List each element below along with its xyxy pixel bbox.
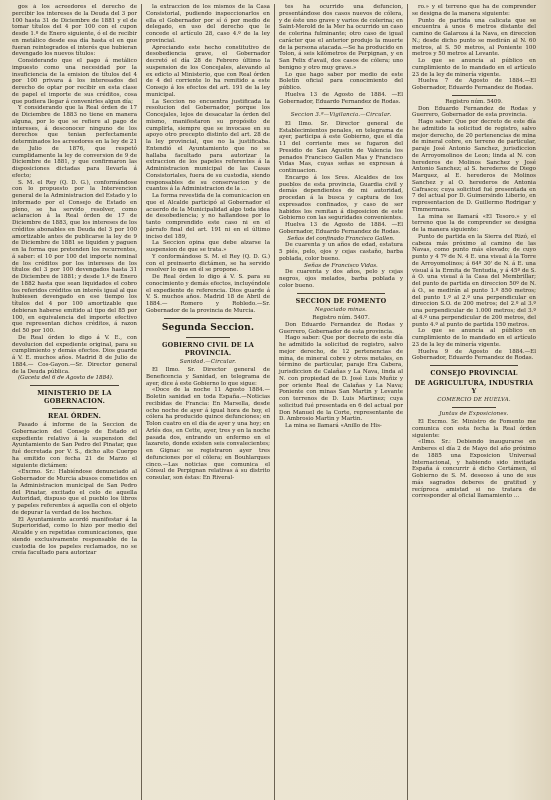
paragraph: la extraccion de los mismos de la Casa Consistorial, pudiendo inspeccionarlos en ella el Gobernador por sí ó por medio de delegado, en uso del derecho que le concede el artículo 28, caso 4.º de la ley provincial. <box>146 4 270 44</box>
section-heading: MINISTERIO DE LA GOBERNACION. <box>37 389 112 405</box>
paragraph: Don Eduardo Fernandez de Rodas y Guerrero, Gobernador de esta provincia. <box>412 105 536 119</box>
section-heading: CONSEJO PROVINCIAL <box>430 369 518 377</box>
paragraph: Huelva 7 de Agosto de 1884.—El Gobernador, Eduardo Fernandez de Rodas. <box>412 78 536 91</box>
divider-rule <box>164 318 252 319</box>
columns-container <box>8 4 547 800</box>
paragraph: El Ilmo. Sr. Director general de Establecimientos penales, en telegrama de ayer, participa á este Gobierno, que el día 11 del corriente mes se fugaron del Presidio de San Agustin de Valencia los penados Francisco Gallen Mas y Francisco Vidas Mas, cuyas señas se expresan á continuacion. <box>279 120 403 174</box>
paragraph: Lo que se anuncia al público en cumplimiento de lo mandado en el artículo 23 de la ley de minería vigente. <box>412 328 536 348</box>
text-column-1 <box>8 4 141 800</box>
section-heading: Seccion 3.ª—Vigilancia.—Circular. <box>290 112 392 119</box>
paragraph: Hago saber: Que por decreto de este día he admitido la solicitud de registro, salvo mejor derecho, de 20 pertenencias de mina de mineral cobre, en terreno de particular, paraje José Antonio Sanchez, jurisdiccion de Arroyomolinos de Leon; linda al N. con herederos de Molinos Sanchez y José Antonio Sanchez; al S. herederos de Diego Marquez, al E. herederos de Molinos Sanchez y al O. herederos de Antonia Cafrasco; cuya solicitud fué presentada en 7 del actual por D. Guimersindo Liberio, en representacion de D. Guillermo Rodrigar y Timmermans. <box>412 119 536 213</box>
paragraph: Considerando que el pago á metálico impuesto como una necesidad por la insuficiencia de la emision de títulos del 4 por 100 privara á los interesados del derecho de optar por recibir en esta clase de papel el importe de sus créditos, cosa que pudiera llegar á convenirles algun día; <box>12 58 137 105</box>
paragraph: La mina se llamará «Anillo de His- <box>285 423 382 429</box>
paragraph: Hago saber: Que por decreto de este día he admitido la solicitud de registro, salvo mejor derecho, de 12 pertenencias de mina, de mineral cobre y otros metales, en término de particular, paraje Era Cabera, jurisdiccion de Calañas y La Nava, linda al N. con propiedad de D. José Luis Muñiz y por oriente Real de Calañas y La Nava; Poniente con minas San Martin y Levante con terrenos de D. Luis Martinez; cuya solicitud fué presentada en 6 del actual por Don Manuel de la Corte, representante de D. Ambrosio Martin y Martin. <box>279 335 403 423</box>
section-heading: DE AGRICULTURA, INDUSTRIA Y <box>414 379 534 395</box>
paragraph: Señas de Francisco Vidas. <box>304 262 378 269</box>
paragraph: Apreciando este hecho constitutivo de desobediencia grave, el Gobernador decretó el día 28 de Febrero último la suspension de los Concejales, alevando al ex edicto al Ministerio, que con Real órden de 4 del corriente lo ha remitido a este Consejo á los efectos del art. 191 de la ley municipal. <box>146 44 270 98</box>
section-heading: GOBIERNO CIVIL DE LA PROVINCIA. <box>161 340 255 357</box>
text-column-3 <box>274 4 407 800</box>
paragraph: (Gaceta del 6 de Agosto de 1884). <box>18 375 114 382</box>
divider-rule <box>186 337 230 338</box>
text-column-4 <box>407 4 540 800</box>
paragraph: De cuarenta y dos años, pelo y cejas negros, ojos melados, barba poblada y color bueno. <box>279 269 403 289</box>
paragraph: De Real órden lo digo á V. S. para su conocimiento y demás efectos, incluyéndole el expediente de referencia. Dios guarde á V. S. muchos años. Madrid 18 de Abril de 1884.— Romero y Robledo.—Sr. Gobernador de la provincia de Murcia. <box>146 274 270 314</box>
section-heading: Juntas de Exposiciones. <box>439 410 509 417</box>
divider-rule <box>52 408 97 409</box>
section-heading: Sanidad.—Circular. <box>179 358 237 365</box>
paragraph: Lo que se anuncia al público en cumplimiento de lo mandado en el artículo 23 de la ley de minería vigente. <box>412 58 536 78</box>
paragraph: Punto de partida una calicata que se encuentra á unos 6 metros distante del camino de Galaroza á la Nava, en direccion N.; desde dicho punto se medirán al N. 60 metros, al S. 50 metros, al Poniente 100 metros y 50 metros al Levante. <box>412 17 536 58</box>
paragraph: Señas del confinado Francisco Gallen. <box>287 235 395 242</box>
divider-rule <box>430 365 518 366</box>
paragraph: «Doce de la noche 11 Agosto 1884.—Boletin sanidad en toda España.—Noticias recibidas de Francia: En Marsella, desde ocho noche de ayer á igual hora de hoy, el cólera ha producido quince defunciones; en Tolon cuatro en el día de ayer y una hoy; en Arlés dos, en Cette, ayer, tres y en la noche pasada dos, entrando un enfermo en el lazareto, donde existen seis convalecientes; en Gignac se registraron ayer tres defunciones por el cólera; en Bouhlarques cinco.—Las noticias que comunica el Cónsul de Perpignan relativas á su distrito consular, son éstas: En Riveral- <box>146 387 270 481</box>
paragraph: El Ilmo. Sr. Director general de Beneficencia y Sanidad, en telegrama de ayer, dice á este Gobierno lo que sigue: <box>146 367 270 387</box>
text-column-2 <box>141 4 274 800</box>
section-heading: Negociado minas. <box>314 306 368 313</box>
paragraph: gos á los acreedores el derecho de percibir los intereses de la Deuda del 3 por 100 hasta 31 de Diciembre de 1881 y el de tomar títulos del 4 por 100 con el cupon desde 1.º de Enero siguiente, ó el de recibir en metálico desde esa día hasta el en que fueran reintegrados el interés que hubieran devengado los nuevos títulos: <box>12 4 137 58</box>
paragraph: «Excmo. Sr.: Habiéndose denunciado al Gobernador de Murcia abusos cometidos en la Administracion municipal de San Pedro del Pinatar, excitado el celo de aquella Autoridad, dispuso que el pueblo los libros y papeles referentes á aquella con el objeto de depurar la verdad de los hechos. <box>12 469 137 516</box>
divider-rule <box>319 108 363 109</box>
paragraph: Don Eduardo Fernandez de Rodas y Guerrero, Gobernador de esta provincia. <box>279 321 403 335</box>
paragraph: El Excmo. Sr. Ministro de Fomento me comunica con esta fecha la Real órden siguiente: <box>412 419 536 439</box>
paragraph: Huelva 13 de Agosto de 1884. —El Gobernador, Eduardo Fernandez de Rodas. <box>279 222 403 235</box>
divider-rule <box>297 293 385 294</box>
paragraph: Y considerando que la Real órden de 17 de Diciembre de 1883 no tiene en manera alguna, por lo que se refiere al pago de intereses, á desconocer ninguno de los derechos que tenian perfectamente determinados los acreedores en la ley de 21 de Julio de 1876, que respetó cumplidamente la ley de conversion de 9 de Diciembre de 1881, y que confirmaron las disposiciones dictadas para llevarla á efecto; <box>12 105 137 179</box>
paragraph: S. M. el Rey (Q. D. G.), conformándose con lo propuesto por la Intervencion general de la Administracion del Estado y lo informado por el Consejo de Estado en pleno, se ha servido resolver, como aclaracion á la Real órden de 17 de Diciembre de 1883, que los intereses de los créditos abonables en Deuda del 3 por 100 amortizable antes de publicarse la ley de 9 de Diciembre de 1881 se liquiden y paguen en la forma que pretenden los recurrentes, á saber: el 10 por 100 del importe nominal de los créditos por los intereses de los títulos del 3 por 100 devengados hasta 31 de Diciembre de 1881; y desde 1.º de Enero de 1882 hasta que sean liquidados el cobro los referidos créditos un interés igual al que hubiesen devengado en ese tiempo los títulos del 4 por 100 amortizable que debieran haberse emitido al tipo del 85 por 100, en equivalencia del importe efectivo que representan dichos créditos, á razon del 50 por 100. <box>12 179 137 334</box>
paragraph: ro.» y el terreno que ha de comprender se designa de la manera siguiente: <box>412 4 536 17</box>
section-heading: SECCION DE FOMENTO <box>295 296 387 305</box>
paragraph: Punto de partida en la Sierra del Rizó, el cabeza más próximo al camino de las Navas, como punto más elevado; de cuyo punto y 4 7º de N. 4 E. una visual á la Torre de Arroyomolinos; á 64º 30' de N. á E. una visual á la Ermita de Tentudia, y á 45º de S. á O. una visual á la Casa del Membrillar; del punto de partida en direccion 50º de N. á O., se medirán al punto 1.º 850 metros; del punto 1.º al 2.º una perpendicular en direccion S.O. de 200 metros; del 2.º al 3.º una perpendicular de 1.000 metros; del 3.º al 4.º una perpendicular de 200 metros, del punto 4.º al punto de partida 150 metros. <box>412 233 536 328</box>
paragraph: «Ilmo. Sr.: Debiendo inaugurarse en Amberes el día 2 de Mayo del año próximo de 1885 una Exposicion Universal Internacional, y habiendo sido invitada España á concurrir á dicho Certámen, el Gobierno de S. M. deseoso á uno de sus más sagrados deberes de gratitud y recíproca amistad si no tratara de corresponder al oficial llamamiento ... <box>412 439 536 500</box>
paragraph: Encargo á los Sres. Alcaldes de los pueblos de esta provincia, Guardia civil y demás dependientes de mi autoridad, procedan á la busca y captura de los expresados confinados, y caso de ser habidos los remitan á disposicion de este Gobierno con las seguridades convenientes. <box>279 174 403 222</box>
paragraph: De Real órden lo digo á V. E., con devolucion del expediente original, para su cumplimiento y demás efectos. Dios guarde á V. E. muchos años. Madrid 8 de Julio de 1884.— Cos-Gayon.—Sr. Director general de la Deuda pública. <box>12 334 137 375</box>
paragraph: Y conformándose S. M. el Rey (Q. D. G.) con el preinserto dictámen, se ha servido resolver lo que en él se propone. <box>146 253 270 274</box>
divider-rule <box>452 407 496 408</box>
paragraph: tes ha ocurrido una defuncion, presentándose dos casos nuevos de cólera, y de éste uno grave y varios de colerina; en Saint-Merold de la Mer ha ocurrido un caso de colerina fulminante; otro caso de igual carácter que el anterior produjo la muerte de la persona atacada.—Se ha producido en Tolon, á seis kilómetros de Perpignan, y en San Felix d'avail, dos casos de cólera; uno benigno y otro muy grave.» <box>279 4 403 71</box>
section-heading: Segunda Seccion. <box>161 322 255 333</box>
divider-rule <box>30 385 119 386</box>
section-heading: COMERCIO DE HUELVA. <box>437 397 511 403</box>
paragraph: Huelva 13 de Agosto de 1884. —El Gobernador, Eduardo Fernandez de Rodas. <box>279 91 403 105</box>
divider-rule <box>452 95 496 96</box>
paragraph: La Seccion opina que debe alzarse la suspension de que se trata.» <box>146 240 270 253</box>
paragraph: La Seccion no encuentra justificada la resolucion del Gobernador, porque los Concejales, lejos de desacatar la órden del mismo, manifestaron su propósito de cumplirla, siempre que se invocase en su apoyo otro precepto distinto del art. 28 de la ley provincial, que no la justificaba. Entendió el Ayuntamiento que no se hallaba facultado para autorizar la extraccion de los papeles referentes á la Administracion municipal de las Casas Consistoriales, fuera de su custodia, siendo responsables de su conservacion y de cuantos á la Administracion de la ... <box>146 98 270 193</box>
paragraph: Registro núm. 5407. <box>312 315 370 321</box>
paragraph: De cuarenta y un años de edad, estatura 5 piés, pelo, ojos y cejas castaño, barba poblada, color bueno. <box>279 242 403 262</box>
section-heading: REAL ÓRDEN. <box>47 412 101 420</box>
paragraph: La forma revestida de la comunicacion en que el Alcalde participó al Gobernador el acuerdo de la Municipalidad algo toda idea de desobediencia; y no hallandose por lo tanto comprendido este caso ni en el párrafo final del art. 191 ni en el último inciso del 189, <box>146 193 270 240</box>
paragraph: La mina se llamará «El Tesoro.» y el terreno que la de comprender se designa de la manera siguiente: <box>412 213 536 233</box>
paragraph: El Ayuntamiento acordó manifestar á la Superioridad, como lo hizo por medio del Alcalde y en repetidas comunicaciones, que siendo exclusivamente responsable de la custodia de los papeles reclamados, no se creía facultado para autorizar <box>12 516 137 557</box>
paragraph: Registro núm. 5409. <box>445 98 503 105</box>
paragraph: Lo que hago saber por medio de este Boletín oficial para conocimiento del público. <box>279 71 403 91</box>
paragraph: Huelva 9 de Agosto de 1884.—El Gobernador, Eduardo Fernandez de Rodas. <box>412 348 536 362</box>
paragraph: Pasado á informe de la Seccion de Gobernacion del Consejo de Estado el expediente relativo á la suspension del Ayuntamiento de San Pedro del Pinatar, que fué decretada por V. S., dicho alto Cuerpo ha emitido con fecha 21 de Marzo el siguiente dictámen: <box>12 422 137 469</box>
